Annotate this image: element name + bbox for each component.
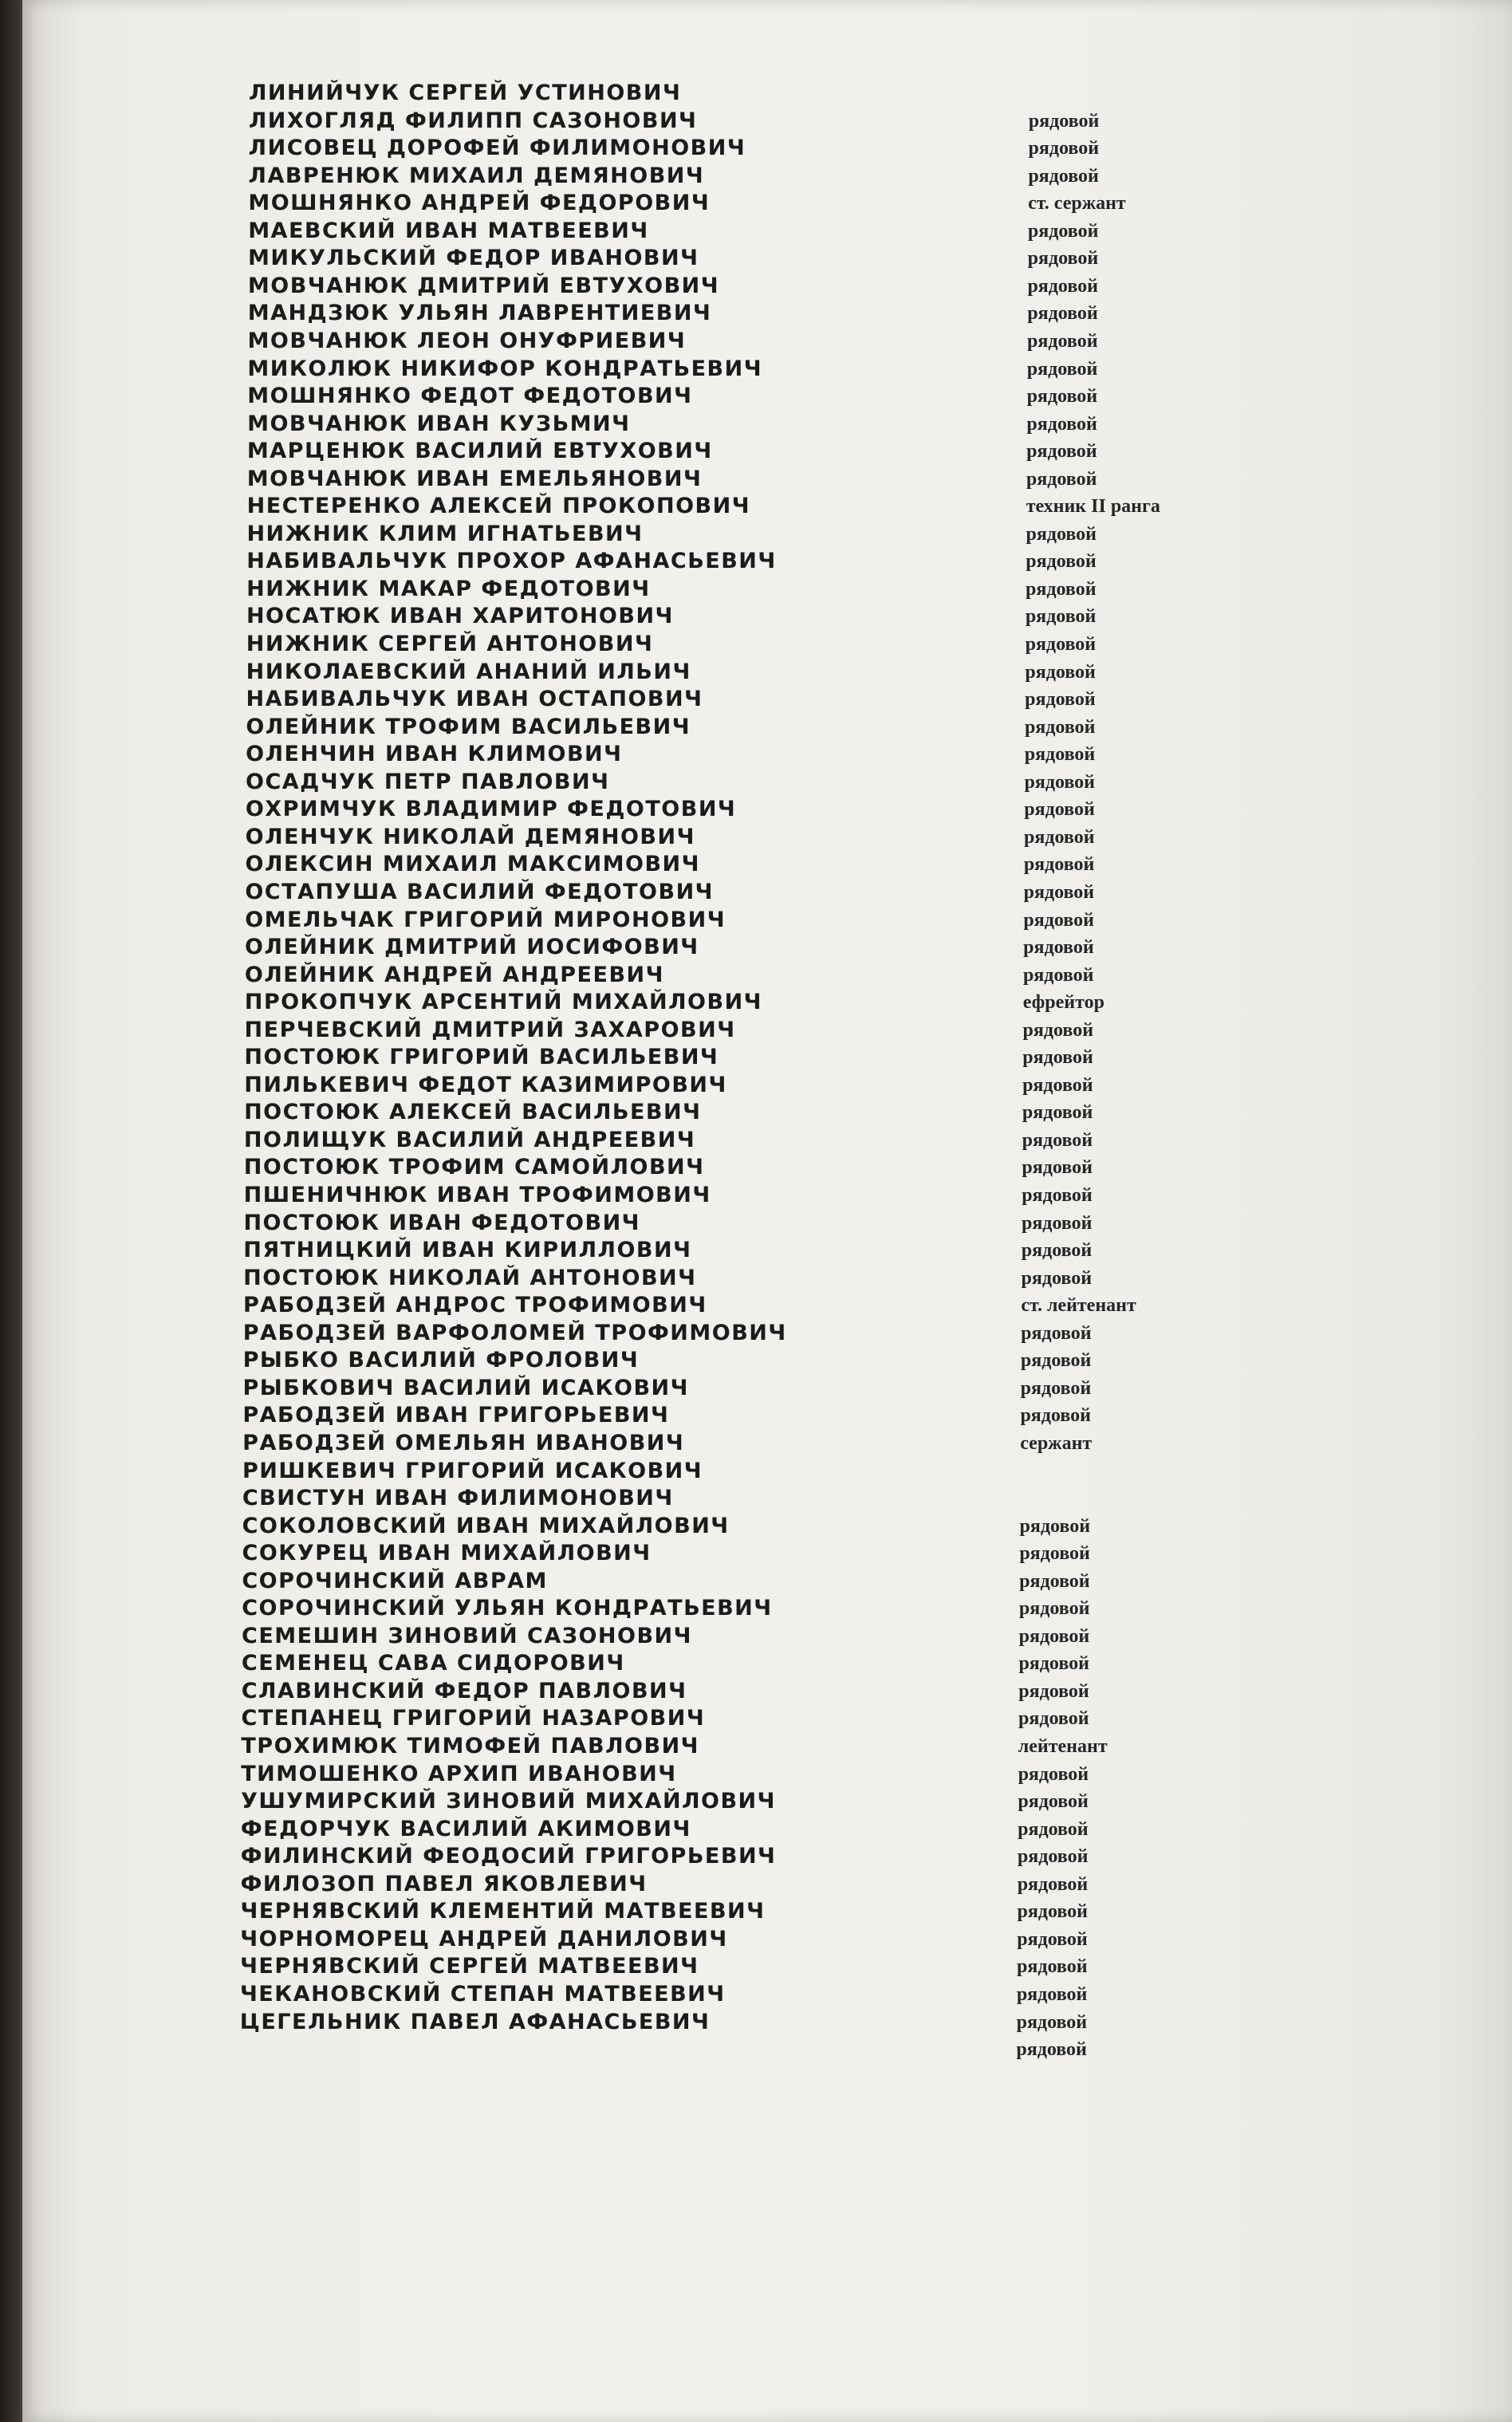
- military-rank: рядовой: [1025, 606, 1097, 628]
- military-rank: рядовой: [1022, 1185, 1093, 1206]
- list-item: [0, 1871, 1512, 1898]
- military-rank: рядовой: [1018, 1598, 1090, 1620]
- list-item: [0, 1072, 1512, 1099]
- person-name: ЧОРНОМОРЕЦ АНДРЕЙ ДАНИЛОВИЧ: [240, 1926, 728, 1951]
- person-name: ПРОКОПЧУК АРСЕНТИЙ МИХАЙЛОВИЧ: [244, 990, 762, 1015]
- military-rank: рядовой: [1024, 716, 1096, 738]
- list-item: [0, 686, 1512, 713]
- military-rank: рядовой: [1018, 1625, 1090, 1647]
- military-rank: рядовой: [1018, 1818, 1089, 1840]
- list-item: [0, 1347, 1512, 1374]
- list-item: [0, 714, 1512, 741]
- person-name: ТРОХИМЮК ТИМОФЕЙ ПАВЛОВИЧ: [241, 1734, 699, 1758]
- military-rank: рядовой: [1022, 1047, 1093, 1069]
- military-rank: рядовой: [1027, 275, 1098, 297]
- list-item: [0, 824, 1512, 851]
- person-name: СЕМЕШИН ЗИНОВИЙ САЗОНОВИЧ: [242, 1623, 692, 1648]
- military-rank: рядовой: [1022, 1157, 1093, 1179]
- list-item: [0, 1788, 1512, 1815]
- military-rank: рядовой: [1024, 826, 1095, 848]
- person-name: ФИЛИНСКИЙ ФЕОДОСИЙ ГРИГОРЬЕВИЧ: [240, 1844, 777, 1869]
- person-name: ФЕДОРЧУК ВАСИЛИЙ АКИМОВИЧ: [240, 1816, 691, 1841]
- person-name: НАБИВАЛЬЧУК ИВАН ОСТАПОВИЧ: [246, 687, 703, 712]
- list-item: [0, 245, 1512, 272]
- list-item: [0, 1981, 1512, 2008]
- list-item: [0, 1540, 1512, 1567]
- person-name: ПОСТОЮК АЛЕКСЕЙ ВАСИЛЬЕВИЧ: [244, 1100, 702, 1125]
- person-name: РАБОДЗЕЙ АНДРОС ТРОФИМОВИЧ: [242, 1293, 707, 1318]
- person-name: РИШКЕВИЧ ГРИГОРИЙ ИСАКОВИЧ: [242, 1458, 703, 1483]
- military-rank: рядовой: [1025, 661, 1096, 683]
- list-item: [0, 851, 1512, 878]
- list-item: [0, 493, 1512, 520]
- person-name: ОЛЕНЧИН ИВАН КЛИМОВИЧ: [246, 742, 623, 767]
- list-item: [0, 879, 1512, 906]
- person-name: СОРОЧИНСКИЙ УЛЬЯН КОНДРАТЬЕВИЧ: [242, 1596, 773, 1621]
- military-rank: рядовой: [1018, 1763, 1089, 1785]
- list-item: [0, 741, 1512, 768]
- list-item: [0, 907, 1512, 934]
- military-rank: рядовой: [1026, 358, 1098, 380]
- list-item: [0, 1926, 1512, 1953]
- military-rank: рядовой: [1020, 1377, 1092, 1399]
- military-rank: рядовой: [1021, 1267, 1093, 1289]
- military-rank: рядовой: [1022, 1019, 1094, 1041]
- military-rank: лейтенант: [1018, 1736, 1108, 1757]
- person-name: ОСАДЧУК ПЕТР ПАВЛОВИЧ: [246, 769, 610, 794]
- military-rank: рядовой: [1020, 1405, 1091, 1427]
- military-rank: ст. лейтенант: [1021, 1295, 1136, 1317]
- person-name: ТИМОШЕНКО АРХИП ИВАНОВИЧ: [241, 1761, 677, 1786]
- person-name: ЧЕРНЯВСКИЙ КЛЕМЕНТИЙ МАТВЕЕВИЧ: [240, 1899, 766, 1924]
- list-item: [0, 521, 1512, 548]
- military-rank: рядовой: [1026, 551, 1097, 573]
- person-name: РЫБКО ВАСИЛИЙ ФРОЛОВИЧ: [242, 1348, 640, 1373]
- list-item: [0, 769, 1512, 796]
- military-rank: рядовой: [1018, 1680, 1089, 1702]
- list-item: [0, 1017, 1512, 1044]
- military-rank: рядовой: [1026, 441, 1097, 463]
- person-name: ОМЕЛЬЧАК ГРИГОРИЙ МИРОНОВИЧ: [245, 907, 726, 932]
- military-rank: рядовой: [1025, 634, 1097, 655]
- person-name: НОСАТЮК ИВАН ХАРИТОНОВИЧ: [246, 604, 674, 629]
- list-item: [0, 1485, 1512, 1512]
- list-item: [0, 1623, 1512, 1650]
- list-item: [0, 1154, 1512, 1181]
- military-rank: рядовой: [1016, 1983, 1088, 2005]
- list-item: [0, 108, 1512, 135]
- person-name: ОЛЕЙНИК АНДРЕЙ АНДРЕЕВИЧ: [244, 962, 664, 987]
- list-item: [0, 1595, 1512, 1622]
- list-item: [0, 1292, 1512, 1319]
- military-rank: рядовой: [1017, 1873, 1089, 1895]
- person-name: МОВЧАНЮК ИВАН КУЗЬМИЧ: [247, 411, 631, 436]
- military-rank: рядовой: [1023, 909, 1094, 931]
- list-item: [0, 1430, 1512, 1457]
- list-item: [0, 135, 1512, 162]
- list-item: [0, 548, 1512, 575]
- list-item: [0, 2009, 1512, 2036]
- military-rank: рядовой: [1024, 799, 1095, 821]
- person-name: ЛИХОГЛЯД ФИЛИПП САЗОНОВИЧ: [248, 108, 698, 133]
- military-rank: рядовой: [1017, 1846, 1089, 1868]
- list-item: [0, 1953, 1512, 1980]
- military-rank: рядовой: [1021, 1322, 1092, 1344]
- list-item: [0, 466, 1512, 493]
- person-name: ЛИСОВЕЦ ДОРОФЕЙ ФИЛИМОНОВИЧ: [248, 136, 746, 161]
- military-rank: рядовой: [1021, 1240, 1093, 1262]
- person-name: ФИЛОЗОП ПАВЕЛ ЯКОВЛЕВИЧ: [240, 1871, 648, 1896]
- military-rank: рядовой: [1019, 1515, 1091, 1537]
- list-item: [0, 1458, 1512, 1485]
- list-item: [0, 962, 1512, 989]
- military-rank: рядовой: [1024, 744, 1096, 766]
- military-rank: рядовой: [1017, 1928, 1088, 1950]
- person-name: ЧЕРНЯВСКИЙ СЕРГЕЙ МАТВЕЕВИЧ: [240, 1954, 699, 1979]
- list-item: [0, 1898, 1512, 1925]
- military-rank: рядовой: [1021, 1212, 1093, 1234]
- military-rank: рядовой: [1023, 937, 1094, 959]
- list-item: [0, 1816, 1512, 1843]
- person-name: ЧЕКАНОВСКИЙ СТЕПАН МАТВЕЕВИЧ: [239, 1981, 726, 2007]
- person-name: РАБОДЗЕЙ ИВАН ГРИГОРЬЕВИЧ: [242, 1403, 670, 1428]
- military-rank: рядовой: [1028, 165, 1099, 187]
- list-item: [0, 603, 1512, 630]
- list-item: [0, 1568, 1512, 1595]
- list-item: [0, 1375, 1512, 1402]
- list-item: [0, 1182, 1512, 1209]
- military-rank: рядовой: [1025, 689, 1096, 711]
- list-item: [0, 1761, 1512, 1788]
- list-item: [0, 1320, 1512, 1347]
- person-name: МАНДЗЮК УЛЬЯН ЛАВРЕНТИЕВИЧ: [247, 301, 712, 326]
- person-name: МАРЦЕНЮК ВАСИЛИЙ ЕВТУХОВИЧ: [246, 439, 713, 464]
- person-name: ОСТАПУША ВАСИЛИЙ ФЕДОТОВИЧ: [245, 879, 714, 904]
- list-item: [0, 659, 1512, 686]
- list-item: [0, 934, 1512, 961]
- military-rank: рядовой: [1018, 1791, 1089, 1813]
- person-name: НИЖНИК МАКАР ФЕДОТОВИЧ: [246, 576, 651, 601]
- list-item: [0, 1705, 1512, 1732]
- list-item: [0, 631, 1512, 658]
- list-item: [0, 1210, 1512, 1237]
- military-rank: рядовой: [1020, 1350, 1092, 1372]
- person-name: МОШНЯНКО АНДРЕЙ ФЕДОРОВИЧ: [248, 191, 711, 216]
- military-rank: рядовой: [1027, 330, 1098, 352]
- person-name: РЫБКОВИЧ ВАСИЛИЙ ИСАКОВИЧ: [242, 1375, 689, 1400]
- list-item: [0, 1044, 1512, 1071]
- list-item: [0, 1843, 1512, 1870]
- list-item: [0, 328, 1512, 355]
- person-name: СВИСТУН ИВАН ФИЛИМОНОВИЧ: [242, 1486, 674, 1511]
- list-item: [0, 1402, 1512, 1429]
- military-rank: рядовой: [1026, 468, 1097, 490]
- person-name: ОЛЕЙНИК ТРОФИМ ВАСИЛЬЕВИЧ: [246, 714, 691, 739]
- person-name: ПОСТОЮК ГРИГОРИЙ ВАСИЛЬЕВИЧ: [244, 1045, 719, 1070]
- list-item: [0, 273, 1512, 300]
- military-rank: рядовой: [1024, 771, 1095, 793]
- person-name: ОЛЕНЧУК НИКОЛАЙ ДЕМЯНОВИЧ: [245, 824, 695, 849]
- person-name: ЛАВРЕНЮК МИХАИЛ ДЕМЯНОВИЧ: [248, 163, 705, 188]
- military-rank: рядовой: [1017, 1901, 1088, 1923]
- military-rank: рядовой: [1026, 578, 1097, 600]
- person-name: МОВЧАНЮК ДМИТРИЙ ЕВТУХОВИЧ: [247, 273, 720, 298]
- person-name: УШУМИРСКИЙ ЗИНОВИЙ МИХАЙЛОВИЧ: [241, 1789, 776, 1814]
- person-name: ПОСТОЮК ИВАН ФЕДОТОВИЧ: [243, 1210, 640, 1235]
- list-item: [0, 163, 1512, 190]
- list-item: [0, 383, 1512, 410]
- list-item: [0, 1733, 1512, 1760]
- person-name: МОВЧАНЮК ЛЕОН ОНУФРИЕВИЧ: [247, 328, 687, 353]
- list-item: [0, 576, 1512, 603]
- list-item: [0, 1099, 1512, 1126]
- person-name: СЛАВИНСКИЙ ФЕДОР ПАВЛОВИЧ: [241, 1678, 687, 1703]
- list-item: [0, 1650, 1512, 1677]
- list-item: [0, 1127, 1512, 1154]
- military-rank: рядовой: [1016, 2011, 1088, 2033]
- person-name: ЦЕГЕЛЬНИК ПАВЕЛ АФАНАСЬЕВИЧ: [239, 2009, 711, 2034]
- military-rank: рядовой: [1019, 1570, 1090, 1592]
- person-name: ПОЛИЩУК ВАСИЛИЙ АНДРЕЕВИЧ: [243, 1127, 696, 1152]
- list-item: [0, 80, 1512, 107]
- military-rank: рядовой: [1022, 1129, 1093, 1151]
- list-item: [0, 796, 1512, 823]
- person-name: НЕСТЕРЕНКО АЛЕКСЕЙ ПРОКОПОВИЧ: [246, 494, 751, 519]
- list-item: [0, 2036, 1512, 2063]
- person-name: НИКОЛАЕВСКИЙ АНАНИЙ ИЛЬИЧ: [246, 659, 691, 684]
- list-item: [0, 411, 1512, 438]
- person-name: ПИЛЬКЕВИЧ ФЕДОТ КАЗИМИРОВИЧ: [244, 1072, 727, 1097]
- person-name: СЕМЕНЕЦ САВА СИДОРОВИЧ: [241, 1651, 625, 1676]
- person-name: НИЖНИК СЕРГЕЙ АНТОНОВИЧ: [246, 632, 654, 656]
- person-name: МИКОЛЮК НИКИФОР КОНДРАТЬЕВИЧ: [247, 356, 763, 381]
- military-rank: сержант: [1020, 1432, 1093, 1454]
- person-name: СОРОЧИНСКИЙ АВРАМ: [242, 1568, 548, 1593]
- person-name: ПШЕНИЧНЮК ИВАН ТРОФИМОВИЧ: [243, 1183, 711, 1207]
- military-rank: рядовой: [1022, 1074, 1093, 1096]
- person-name: ПОСТОЮК ТРОФИМ САМОЙЛОВИЧ: [243, 1155, 705, 1180]
- list-item: [0, 1265, 1512, 1292]
- list-item: [0, 989, 1512, 1016]
- person-name: МОВЧАНЮК ИВАН ЕМЕЛЬЯНОВИЧ: [246, 466, 703, 491]
- list-item: [0, 1678, 1512, 1705]
- military-rank: рядовой: [1019, 1543, 1090, 1565]
- person-name: НАБИВАЛЬЧУК ПРОХОР АФАНАСЬЕВИЧ: [246, 549, 777, 574]
- military-rank: рядовой: [1026, 523, 1097, 545]
- military-rank: ст. сержант: [1028, 193, 1126, 215]
- military-rank: рядовой: [1016, 2039, 1087, 2061]
- list-item: [0, 356, 1512, 383]
- list-item: [0, 300, 1512, 327]
- person-name: НИЖНИК КЛИМ ИГНАТЬЕВИЧ: [246, 521, 644, 546]
- person-name: ПЯТНИЦКИЙ ИВАН КИРИЛЛОВИЧ: [243, 1238, 692, 1263]
- person-name: ПОСТОЮК НИКОЛАЙ АНТОНОВИЧ: [243, 1265, 697, 1290]
- list-item: [0, 190, 1512, 217]
- list-item: [0, 1513, 1512, 1540]
- military-rank: техник II ранга: [1026, 496, 1160, 518]
- military-rank: рядовой: [1027, 303, 1098, 325]
- person-name: РАБОДЗЕЙ ВАРФОЛОМЕЙ ТРОФИМОВИЧ: [242, 1320, 787, 1345]
- military-rank: рядовой: [1023, 881, 1095, 903]
- military-rank: рядовой: [1022, 964, 1094, 986]
- military-rank: рядовой: [1028, 138, 1100, 159]
- military-rank: рядовой: [1018, 1708, 1089, 1730]
- person-name: ОХРИМЧУК ВЛАДИМИР ФЕДОТОВИЧ: [245, 797, 737, 822]
- military-rank: рядовой: [1028, 110, 1100, 132]
- person-name: МОШНЯНКО ФЕДОТ ФЕДОТОВИЧ: [247, 384, 693, 409]
- person-name: МИКУЛЬСКИЙ ФЕДОР ИВАНОВИЧ: [248, 246, 699, 271]
- person-name: МАЕВСКИЙ ИВАН МАТВЕЕВИЧ: [248, 218, 649, 243]
- person-name: ПЕРЧЕВСКИЙ ДМИТРИЙ ЗАХАРОВИЧ: [244, 1017, 736, 1042]
- military-rank: рядовой: [1017, 1956, 1088, 1978]
- person-name: СОКОЛОВСКИЙ ИВАН МИХАЙЛОВИЧ: [242, 1513, 730, 1538]
- list-item: [0, 1237, 1512, 1264]
- person-name: ОЛЕЙНИК ДМИТРИЙ ИОСИФОВИЧ: [245, 935, 699, 960]
- military-rank: ефрейтор: [1022, 992, 1104, 1014]
- military-rank: рядовой: [1022, 1102, 1093, 1124]
- military-rank: рядовой: [1026, 386, 1098, 408]
- military-rank: рядовой: [1023, 854, 1095, 876]
- list-item: [0, 218, 1512, 245]
- person-name: ОЛЕКСИН МИХАИЛ МАКСИМОВИЧ: [245, 852, 700, 877]
- list-item: [0, 438, 1512, 465]
- person-name: РАБОДЗЕЙ ОМЕЛЬЯН ИВАНОВИЧ: [242, 1430, 685, 1455]
- person-name: СОКУРЕЦ ИВАН МИХАЙЛОВИЧ: [242, 1541, 652, 1566]
- military-rank: рядовой: [1026, 413, 1097, 435]
- military-rank: рядовой: [1027, 220, 1099, 242]
- person-name: СТЕПАНЕЦ ГРИГОРИЙ НАЗАРОВИЧ: [241, 1706, 706, 1731]
- military-rank: рядовой: [1018, 1653, 1089, 1675]
- military-rank: рядовой: [1027, 248, 1099, 270]
- person-name: ЛИНИЙЧУК СЕРГЕЙ УСТИНОВИЧ: [249, 81, 682, 105]
